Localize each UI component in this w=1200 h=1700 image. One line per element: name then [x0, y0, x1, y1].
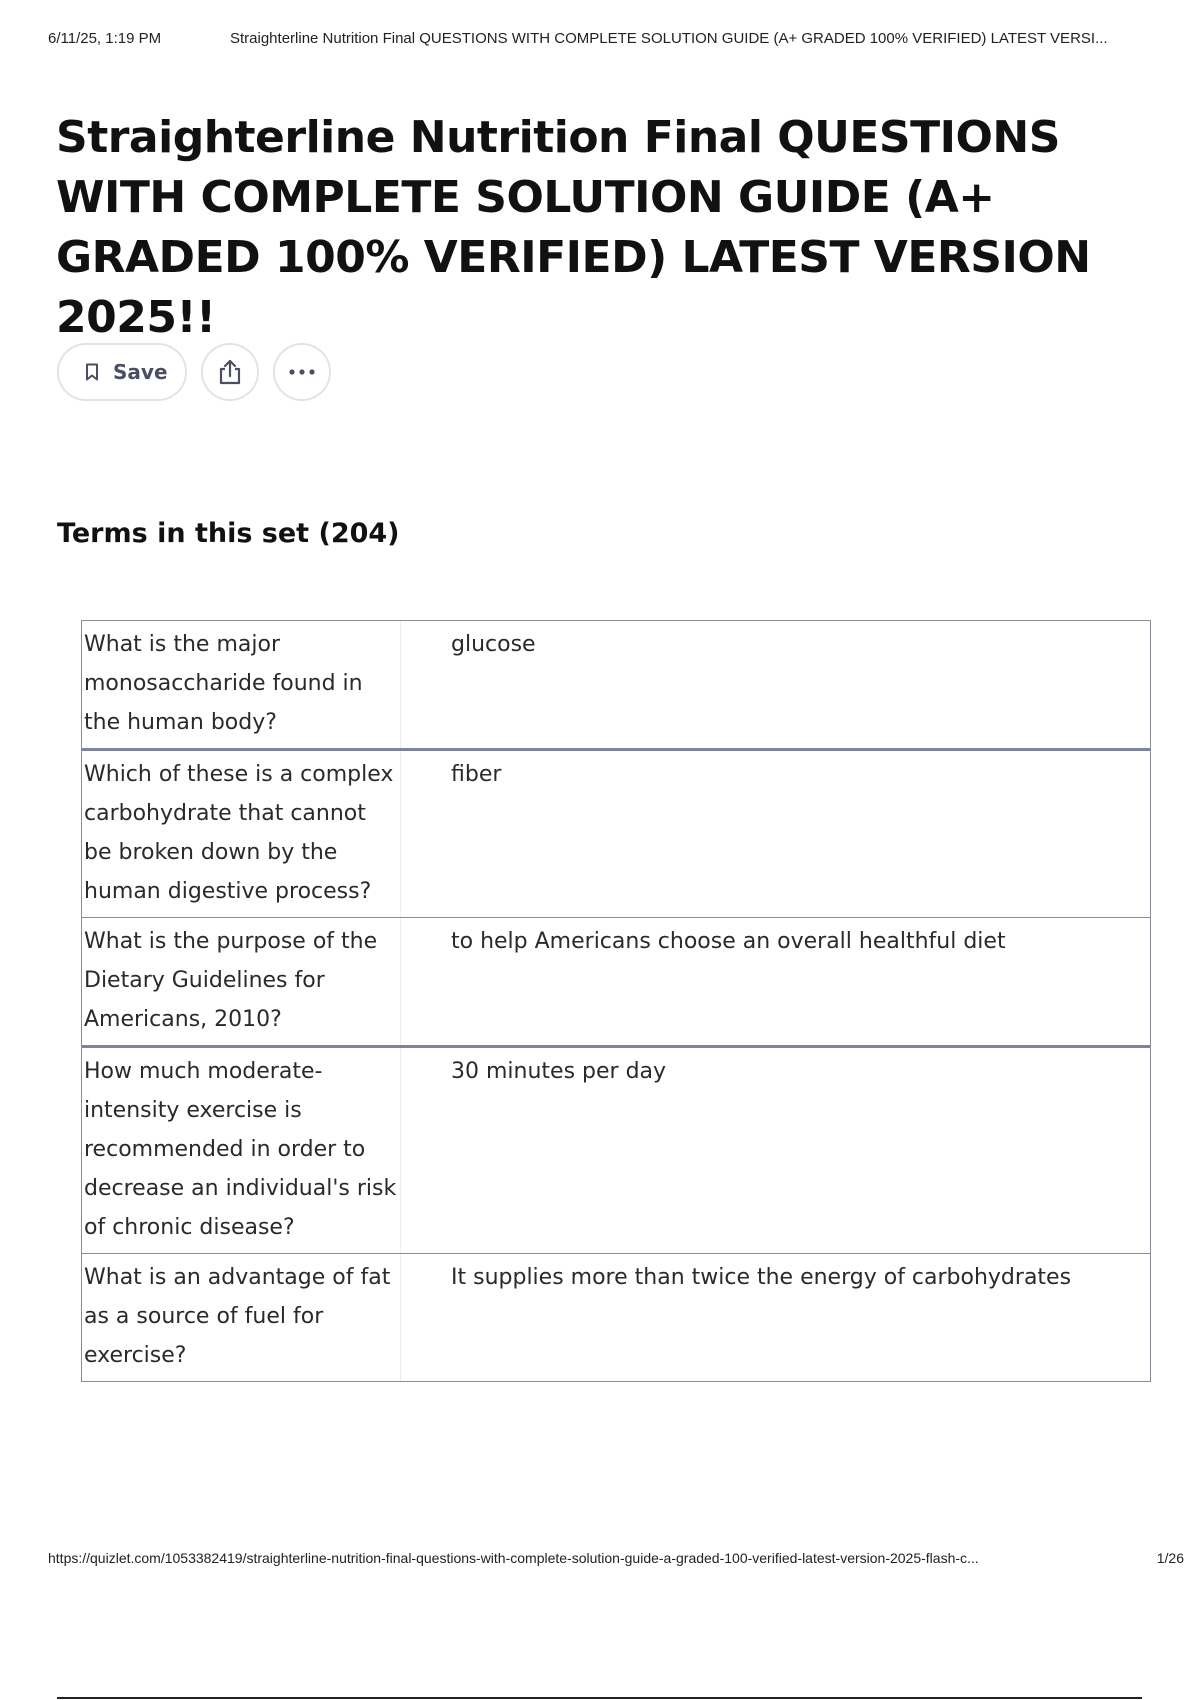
terms-table	[81, 620, 1151, 1382]
share-icon	[217, 358, 243, 386]
terms-heading: Terms in this set (204)	[57, 518, 400, 549]
divider	[57, 1697, 1142, 1699]
term-row	[82, 748, 1150, 917]
term-text: Which of these is a complex carbohydrate that cannot be broken down by the human digestive process?	[82, 751, 401, 917]
term-text: What is an advantage of fat as a source of fuel for exercise?	[82, 1254, 401, 1381]
definition-text: fiber	[451, 762, 502, 787]
term-text: How much moderate-intensity exercise is recommended in order to decrease an individual's risk of chronic disease?	[82, 1048, 401, 1253]
definition-text: to help Americans choose an overall healthful diet	[451, 929, 1006, 954]
term-row	[82, 621, 1150, 748]
share-button[interactable]	[201, 343, 259, 401]
print-doc-title: Straighterline Nutrition Final QUESTIONS WITH COMPLETE SOLUTION GUIDE (A+ GRADED 100% VERIFIED) LATEST VERSI...	[230, 30, 1108, 47]
term-row	[82, 917, 1150, 1045]
page-title: Straighterline Nutrition Final QUESTIONS WITH COMPLETE SOLUTION GUIDE (A+ GRADED 100% VERIFIED) LATEST VERSION 2025!!	[56, 112, 1091, 343]
term-text: What is the purpose of the Dietary Guidelines for Americans, 2010?	[82, 918, 401, 1045]
more-options-button[interactable]	[273, 343, 331, 401]
term-row	[82, 1045, 1150, 1253]
save-button-label: Save	[113, 360, 168, 384]
more-icon	[288, 368, 316, 376]
definition-text: It supplies more than twice the energy of carbohydrates	[451, 1265, 1072, 1290]
term-text: What is the major monosaccharide found in the human body?	[82, 621, 401, 748]
print-footer	[48, 1550, 1184, 1572]
term-row	[82, 1253, 1150, 1381]
definition-text: 30 minutes per day	[451, 1059, 667, 1084]
save-button[interactable]	[57, 343, 187, 401]
print-header	[48, 30, 1178, 54]
print-page-number: 1/26	[1156, 1550, 1184, 1566]
bookmark-icon	[85, 363, 99, 381]
print-datetime: 6/11/25, 1:19 PM	[48, 30, 162, 47]
print-url: https://quizlet.com/1053382419/straighterline-nutrition-final-questions-with-complete-solution-guide-a-graded-100-verified-latest-version-2025-flash-c...	[48, 1550, 979, 1566]
definition-text: glucose	[451, 632, 536, 657]
